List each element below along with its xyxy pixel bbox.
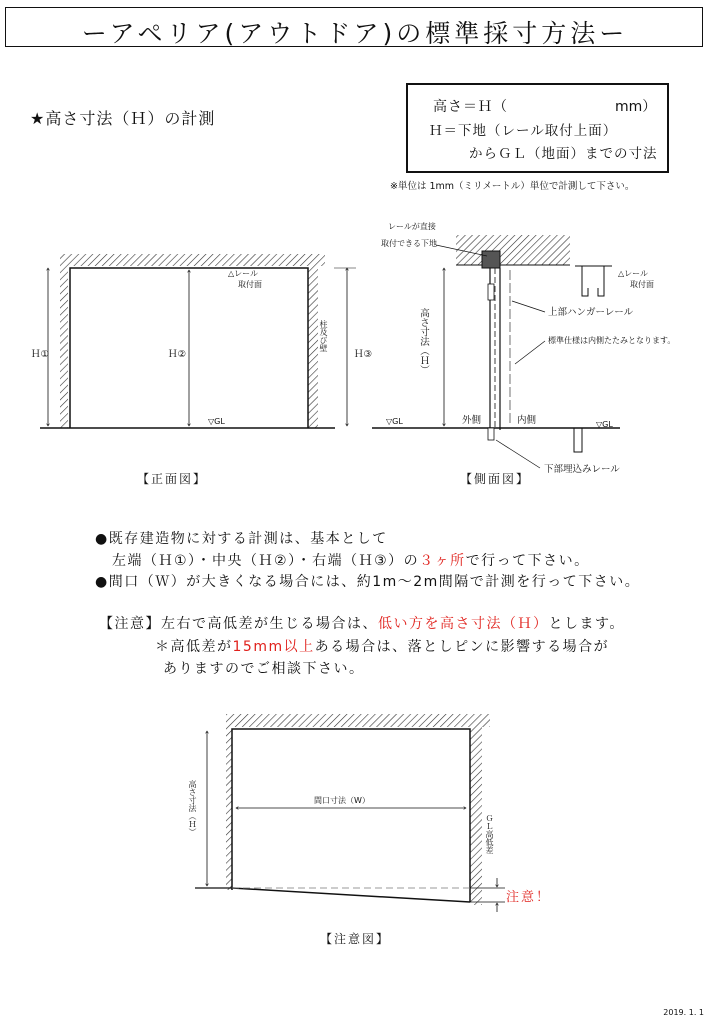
front-top-hatch: [60, 254, 325, 266]
front-view-caption: 【正面図】: [137, 472, 208, 486]
height-line-1: 高さ＝Ｈ（: [433, 99, 508, 115]
caution-view-drawing: [195, 714, 505, 912]
caution-view-caption: 【注意図】: [320, 932, 391, 946]
side-rail-mark: △レール: [618, 269, 648, 278]
front-h3-label: Ｈ③: [354, 349, 373, 360]
front-view-drawing: [40, 254, 356, 428]
front-rail-surface: 取付面: [238, 280, 262, 289]
caution-left-wall-hatch: [226, 727, 232, 890]
side-view-caption: 【側面図】: [460, 472, 531, 486]
side-height-label: 高さ寸法（Ｈ）: [418, 308, 429, 375]
bullet-1-line-1: ●既存建造物に対する計測は、基本として: [95, 531, 388, 547]
rail-base-label-1: レールが直接: [388, 222, 436, 231]
caution-width-label: 間口寸法（W）: [314, 796, 370, 805]
lower-embedded-rail: [488, 428, 494, 440]
outside-label: 外側: [462, 415, 482, 426]
height-line-2: Ｈ＝下地（レール取付上面）: [429, 123, 618, 139]
rail-base-label-2: 取付できる下地: [381, 239, 437, 248]
threshold-highlight: 15mm以上: [232, 639, 315, 655]
caution-right-wall-hatch: [470, 727, 482, 905]
side-rail-surface: 取付面: [630, 280, 654, 289]
front-h2-label: Ｈ②: [168, 349, 187, 360]
height-line-1-unit: mm）: [615, 99, 657, 115]
bullet-1-line-2: 左端（Ｈ①）・中央（Ｈ②）・右端（Ｈ③）の３ヶ所で行って下さい。: [112, 553, 590, 569]
side-gl-left: ▽GL: [386, 417, 403, 426]
side-ceiling-hatch: [456, 235, 570, 265]
side-view-drawing: [372, 235, 620, 468]
side-gl-right: ▽GL: [596, 420, 613, 429]
caution-line-3: ありますのでご相談下さい。: [163, 661, 365, 677]
date-stamp: 2019. 1. 1: [663, 1008, 704, 1017]
front-h1-label: Ｈ①: [31, 349, 50, 360]
gl-diff-label: ＧＬ高低差: [485, 814, 494, 854]
front-right-wall-hatch: [308, 266, 318, 428]
sloped-ground-line: [232, 888, 470, 902]
standard-spec-note: 標準仕様は内側たたみとなります。: [548, 336, 676, 345]
inside-label: 内側: [517, 415, 537, 426]
front-left-wall-hatch: [60, 266, 68, 428]
caution-height-label: 高さ寸法（Ｈ）: [188, 780, 197, 836]
lower-rail-label: 下部埋込みレール: [544, 464, 620, 475]
caution-line-2: ＊高低差が15mm以上ある場合は、落としピンに影響する場合が: [155, 639, 610, 655]
caution-top-hatch: [226, 714, 490, 727]
lower-side-highlight: 低い方を高さ寸法（Ｈ）: [378, 616, 549, 632]
caution-opening-frame: [232, 729, 470, 902]
front-gl-label: ▽GL: [208, 417, 225, 426]
wall-label: 柱及び壁: [319, 320, 328, 352]
height-line-3: からＧＬ（地面）までの寸法: [469, 146, 658, 162]
unit-note: ※単位は 1mm（ミリメートル）単位で計測して下さい。: [390, 181, 635, 192]
front-rail-mark: △レール: [228, 269, 258, 278]
page-title: ーアペリア(アウトドア)の標準採寸方法ー: [81, 19, 629, 48]
section-heading: ★高さ寸法（Ｈ）の計測: [30, 109, 216, 128]
bullet-2: ●間口（Ｗ）が大きくなる場合には、約1m～2m間隔で計測を行って下さい。: [95, 574, 641, 590]
attention-label: 注意！: [506, 890, 552, 905]
upper-rail-block: [482, 251, 500, 268]
three-points-highlight: ３ヶ所: [419, 553, 466, 569]
upper-rail-label: 上部ハンガーレール: [548, 307, 634, 318]
caution-line-1: 【注意】左右で高低差が生じる場合は、低い方を高さ寸法（Ｈ）とします。: [99, 616, 625, 632]
